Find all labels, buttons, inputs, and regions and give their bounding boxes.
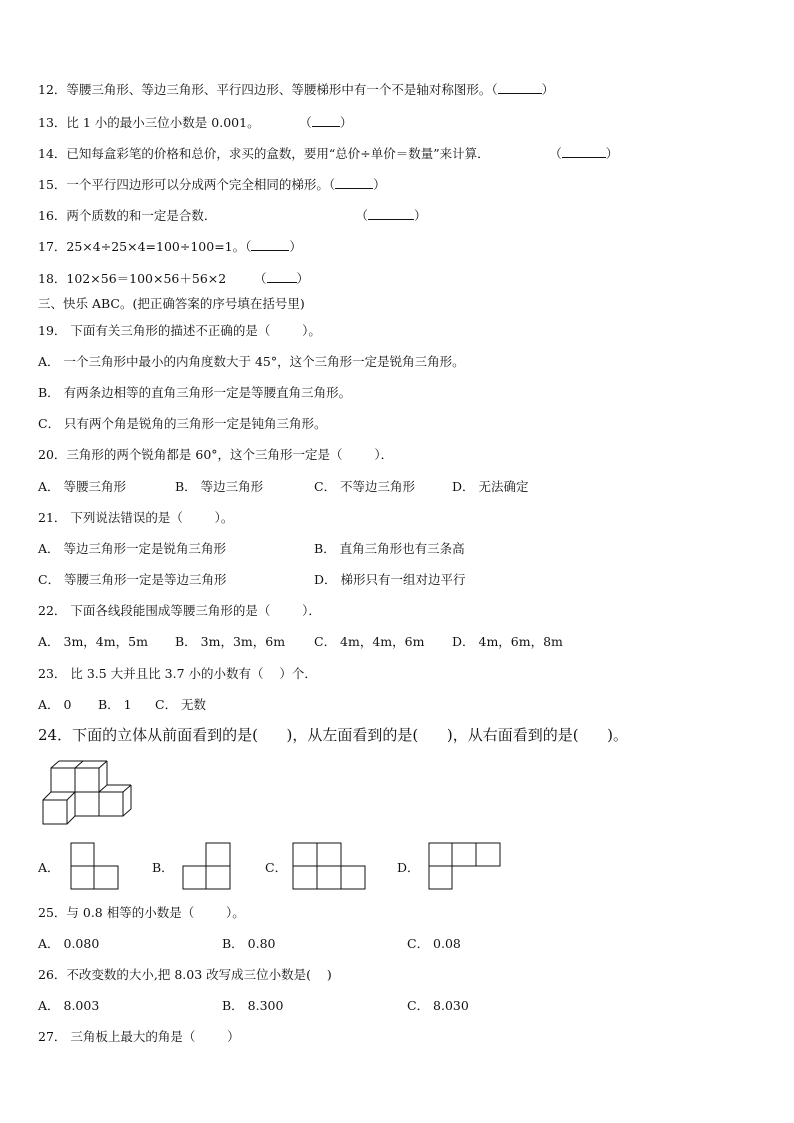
option-d[interactable]: D． 4m，6m，8m <box>452 634 563 649</box>
question-24-stem: 24．下面的立体从前面看到的是( )，从左面看到的是( )，从右面看到的是( )。 <box>38 726 629 744</box>
question-15: 15．一个平行四边形可以分成两个完全相同的梯形。（ ） <box>38 177 386 192</box>
answer-blank[interactable] <box>498 83 542 94</box>
option-c[interactable]: C． 只有两个角是锐角的三角形一定是钝角三角形。 <box>38 416 327 431</box>
option-c[interactable]: C． 等腰三角形一定是等边三角形 <box>38 572 227 587</box>
question-12: 12．等腰三角形、等边三角形、平行四边形、等腰梯形中有一个不是轴对称图形。（ ） <box>38 82 555 97</box>
option-c[interactable]: C． 8.030 <box>407 998 469 1013</box>
option-b[interactable]: B． 1 <box>98 697 132 712</box>
option-c[interactable]: C． 不等边三角形 <box>314 479 416 494</box>
question-26-stem: 26．不改变数的大小,把 8.03 改写成三位小数是( ) <box>38 967 332 982</box>
option-b[interactable]: B． 等边三角形 <box>175 479 264 494</box>
question-17: 17．25×4÷25×4=100÷100=1。（ ） <box>38 239 302 254</box>
option-a[interactable]: A． 0.080 <box>38 936 100 951</box>
answer-blank[interactable] <box>368 209 414 220</box>
question-16: 16．两个质数的和一定是合数． （ ） <box>38 208 427 223</box>
option-b[interactable]: B． 有两条边相等的直角三角形一定是等腰直角三角形。 <box>38 385 352 400</box>
question-22-stem: 22． 下面各线段能围成等腰三角形的是（ ）． <box>38 603 321 618</box>
option-b-view[interactable] <box>182 842 232 890</box>
question-14: 14．已知每盒彩笔的价格和总价，求买的盒数，要用“总价÷单价＝数量”来计算． （ ） <box>38 146 619 161</box>
option-c-label[interactable]: C． <box>265 860 288 875</box>
question-18: 18．102×56＝100×56＋56×2 （ ） <box>38 271 310 286</box>
answer-blank[interactable] <box>335 178 373 189</box>
option-c[interactable]: C． 0.08 <box>407 936 461 951</box>
question-25-stem: 25．与 0.8 相等的小数是（ ）。 <box>38 905 245 920</box>
option-a[interactable]: A． 8.003 <box>38 998 100 1013</box>
option-a-view[interactable] <box>70 842 120 890</box>
answer-blank[interactable] <box>312 116 340 127</box>
option-b[interactable]: B． 直角三角形也有三条高 <box>314 541 465 556</box>
option-a-label[interactable]: A． <box>38 860 60 875</box>
question-27-stem: 27． 三角板上最大的角是（ ） <box>38 1029 240 1044</box>
option-c-view[interactable] <box>292 842 366 890</box>
option-b[interactable]: B． 0.80 <box>222 936 276 951</box>
question-21-stem: 21． 下列说法错误的是（ ）。 <box>38 510 234 525</box>
option-b-label[interactable]: B． <box>152 860 174 875</box>
option-d[interactable]: D． 无法确定 <box>452 479 529 494</box>
answer-blank[interactable] <box>267 272 297 283</box>
option-d-view[interactable] <box>428 842 502 890</box>
option-a[interactable]: A． 3m，4m，5m <box>38 634 148 649</box>
option-a[interactable]: A． 等边三角形一定是锐角三角形 <box>38 541 227 556</box>
option-c[interactable]: C． 无数 <box>155 697 207 712</box>
question-23-stem: 23． 比 3.5 大并且比 3.7 小的小数有（ ）个． <box>38 666 317 681</box>
question-19-stem: 19． 下面有关三角形的描述不正确的是（ ）。 <box>38 323 321 338</box>
section-title: 三、快乐 ABC。(把正确答案的序号填在括号里) <box>38 296 305 311</box>
answer-blank[interactable] <box>562 147 606 158</box>
cube-stack-figure <box>40 760 130 828</box>
question-13: 13．比 1 小的最小三位小数是 0.001。 （ ） <box>38 115 353 130</box>
question-20-stem: 20．三角形的两个锐角都是 60°，这个三角形一定是（ ）． <box>38 447 394 462</box>
option-b[interactable]: B． 3m，3m，6m <box>175 634 286 649</box>
option-d-label[interactable]: D． <box>397 860 420 875</box>
option-a[interactable]: A． 一个三角形中最小的内角度数大于 45°，这个三角形一定是锐角三角形。 <box>38 354 465 369</box>
option-d[interactable]: D． 梯形只有一组对边平行 <box>314 572 466 587</box>
option-a[interactable]: A． 0 <box>38 697 72 712</box>
option-c[interactable]: C． 4m，4m，6m <box>314 634 425 649</box>
option-a[interactable]: A． 等腰三角形 <box>38 479 127 494</box>
option-b[interactable]: B． 8.300 <box>222 998 284 1013</box>
answer-blank[interactable] <box>251 240 289 251</box>
